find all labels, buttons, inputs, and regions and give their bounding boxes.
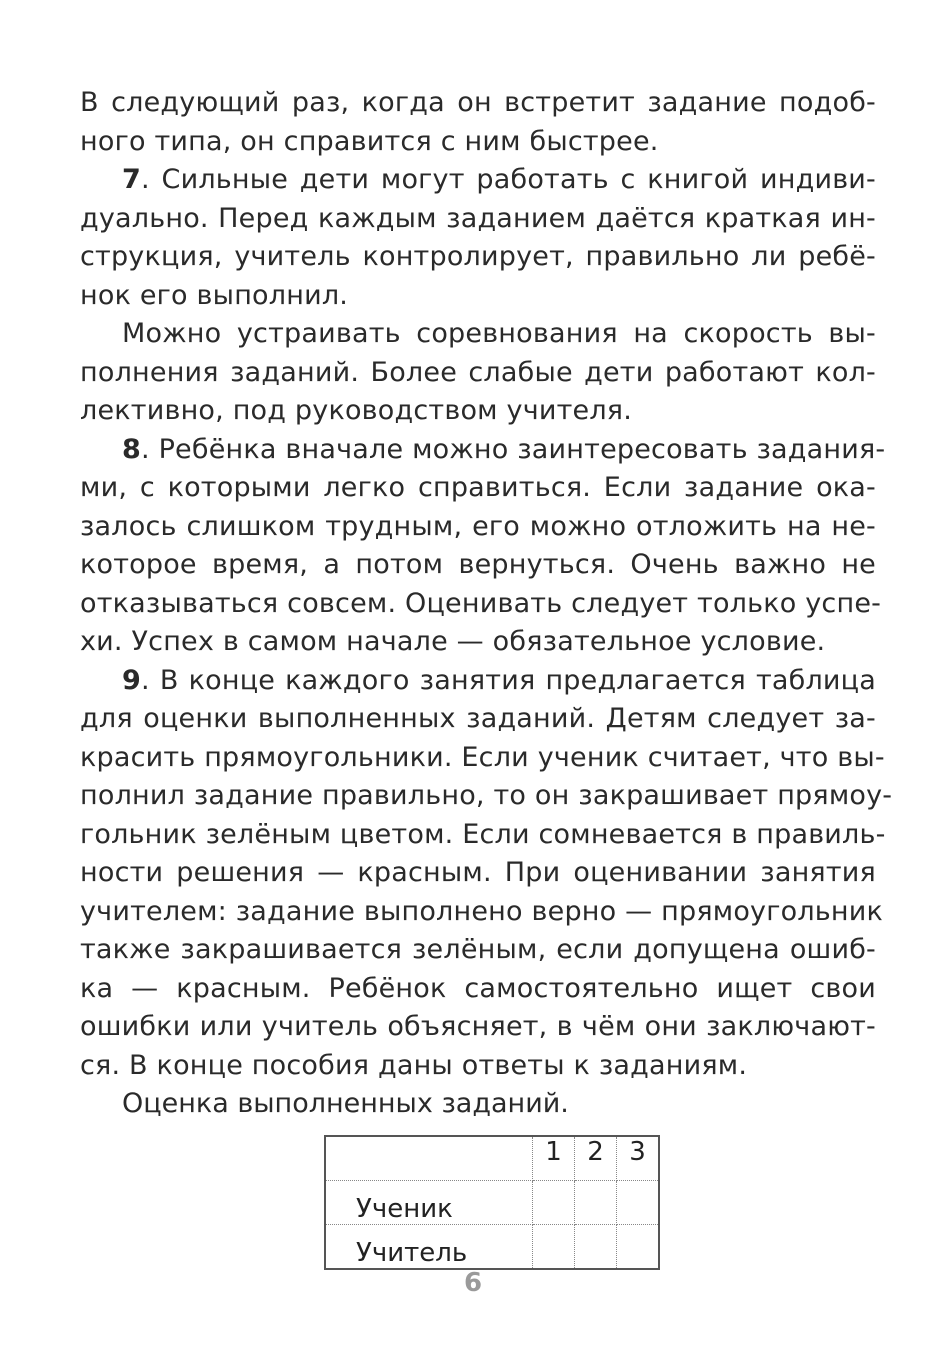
- evaluation-cell[interactable]: [533, 1225, 575, 1270]
- table-caption: Оценка выполненных заданий.: [122, 1088, 569, 1119]
- text-line: [80, 662, 876, 701]
- evaluation-cell[interactable]: [617, 1181, 660, 1225]
- evaluation-cell[interactable]: [533, 1181, 575, 1225]
- evaluation-cell[interactable]: [575, 1225, 617, 1270]
- table-corner-cell: [325, 1136, 533, 1181]
- item-text: . В конце каждого занятия предлагается таблица: [141, 664, 876, 696]
- text-line: хи. Успех в самом начале — обязательное условие.: [80, 626, 826, 657]
- text-line: [80, 431, 886, 470]
- item-text: . Ребёнка вначале можно заинтересовать задания-: [141, 433, 886, 465]
- text-line: залось слишком трудным, его можно отложить на не-: [80, 510, 876, 542]
- text-line: ности решения — красным. При оценивании занятия: [80, 857, 876, 888]
- text-line: нок его выполнил.: [80, 279, 349, 311]
- paragraph-continuation: [80, 84, 876, 161]
- text-line: полнения заданий. Более слабые дети работают кол-: [80, 356, 876, 388]
- text-line: отказываться совсем. Оценивать следует только успе-: [80, 587, 882, 619]
- text-line: учителем: задание выполнено верно — прямоугольник: [80, 895, 884, 927]
- text-line: полнил задание правильно, то он закрашивает прямоу-: [80, 780, 893, 811]
- table-column-header: 3: [617, 1136, 660, 1181]
- table-row-student: [325, 1181, 659, 1225]
- text-line: дуально. Перед каждым заданием даётся краткая ин-: [80, 202, 876, 234]
- item-number: 8: [122, 433, 141, 465]
- paragraph-item-9: [80, 662, 893, 1086]
- text-line: гольник зелёным цветом. Если сомневается в правиль-: [80, 818, 886, 850]
- table-row-label: Ученик: [325, 1181, 533, 1225]
- page-body: [80, 84, 893, 1124]
- text-line: которое время, а потом вернуться. Очень важно не: [80, 549, 876, 580]
- text-line: красить прямоугольники. Если ученик считает, что вы-: [80, 741, 885, 773]
- table-column-header: 1: [533, 1136, 575, 1181]
- text-line: ся. В конце пособия даны ответы к заданиям.: [80, 1049, 748, 1081]
- text-line: струкция, учитель контролирует, правильно ли ребё-: [80, 241, 876, 272]
- text-line: Можно устраивать соревнования на скорость вы-: [122, 318, 876, 349]
- text-line: ошибки или учитель объясняет, в чём они заключают-: [80, 1011, 876, 1042]
- text-line: ми, с которыми легко справиться. Если задание ока-: [80, 472, 876, 503]
- table-column-header: 2: [575, 1136, 617, 1181]
- evaluation-cell[interactable]: [575, 1181, 617, 1225]
- page-number: 6: [463, 1268, 483, 1298]
- item-number: 9: [122, 664, 141, 696]
- text-line: ка — красным. Ребёнок самостоятельно ищет свои: [80, 972, 876, 1004]
- text-line: также закрашивается зелёным, если допущена ошиб-: [80, 934, 876, 965]
- item-text: . Сильные дети могут работать с книгой индиви-: [141, 164, 876, 195]
- text-line: для оценки выполненных заданий. Детям следует за-: [80, 703, 876, 734]
- table-row-label: Учитель: [325, 1225, 533, 1270]
- paragraph-item-7: [80, 161, 876, 315]
- text-line: ного типа, он справится с ним быстрее.: [80, 125, 659, 157]
- evaluation-table: [324, 1135, 660, 1270]
- text-line: [80, 161, 876, 200]
- evaluation-cell[interactable]: [617, 1225, 660, 1270]
- text-line: лективно, под руководством учителя.: [80, 395, 633, 426]
- text-line: В следующий раз, когда он встретит задание подоб-: [80, 87, 876, 118]
- table-row-teacher: [325, 1225, 659, 1270]
- paragraph-competitions: [80, 315, 876, 431]
- table-header-row: [325, 1136, 659, 1181]
- paragraph-item-8: [80, 431, 886, 662]
- item-number: 7: [122, 164, 141, 195]
